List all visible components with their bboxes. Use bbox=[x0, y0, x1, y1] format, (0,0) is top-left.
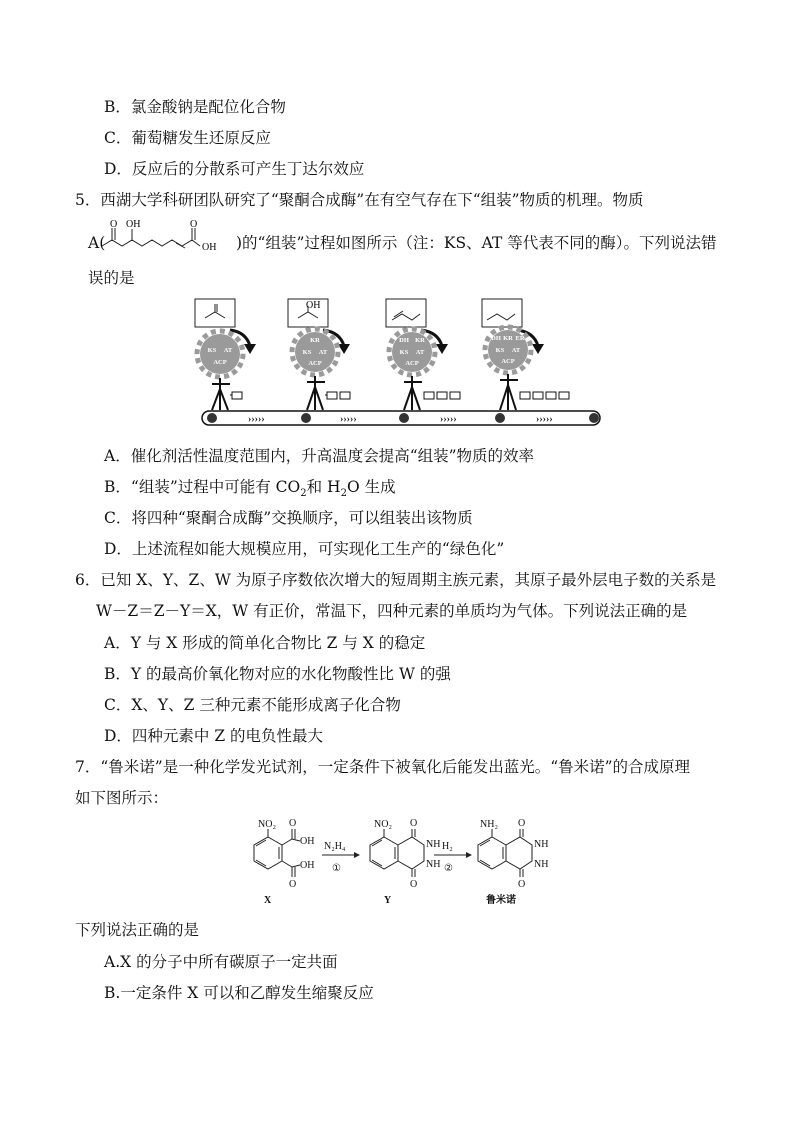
compound-luminol-label: 鲁米诺 bbox=[486, 895, 516, 906]
svg-text:›››››: ››››› bbox=[248, 414, 265, 425]
z-nh2b: NH bbox=[534, 859, 549, 870]
q7-option-a: A.X 的分子中所有碳原子一定共面 bbox=[104, 953, 338, 971]
e1-at: AT bbox=[223, 347, 233, 354]
x-o1: O bbox=[289, 818, 297, 829]
y-o2: O bbox=[410, 879, 418, 890]
luminol-synthesis-scheme bbox=[236, 815, 566, 907]
arrow2-reagent: H₂ bbox=[442, 841, 453, 852]
e4-ks: KS bbox=[495, 347, 505, 354]
q5-option-a: A．催化剂活性温度范围内，升高温度会提高“组装”物质的效率 bbox=[104, 447, 535, 465]
svg-text:›››››: ››››› bbox=[340, 414, 357, 425]
y-o1: O bbox=[410, 818, 418, 829]
molecule-oh-top: OH bbox=[126, 219, 141, 230]
q5-stem-a-prefix: A( bbox=[88, 234, 106, 252]
z-o1: O bbox=[518, 818, 526, 829]
molecule-a-structure bbox=[96, 216, 246, 260]
substrate-box-1 bbox=[195, 299, 235, 327]
molecule-oh-end: OH bbox=[202, 242, 217, 253]
q5-stem-line1: 5．西湖大学科研团队研究了“聚酮合成酶”在有空气存在下“组装”物质的机理。物质 bbox=[75, 191, 644, 209]
e3-ks: KS bbox=[399, 349, 409, 356]
q6-option-b: B．Y 的最高价氧化物对应的水化物酸性比 W 的强 bbox=[104, 665, 451, 683]
y-no2: NO₂ bbox=[374, 819, 392, 830]
y-nh2: NH bbox=[426, 859, 441, 870]
substrate-box-4 bbox=[482, 299, 522, 327]
arrow2-step: ② bbox=[444, 863, 453, 874]
q6-option-d: D．四种元素中 Z 的电负性最大 bbox=[104, 727, 324, 745]
e2-acp: ACP bbox=[308, 360, 322, 367]
x-o2: O bbox=[289, 879, 297, 890]
z-nh2: NH₂ bbox=[480, 819, 498, 830]
e2-kr: KR bbox=[310, 337, 320, 344]
e4-at: AT bbox=[511, 347, 521, 354]
q4-option-c: C．葡萄糖发生还原反应 bbox=[104, 129, 271, 147]
box2-oh-label: OH bbox=[306, 300, 321, 311]
e2-ks: KS bbox=[302, 349, 312, 356]
q4-option-b: B．氯金酸钠是配位化合物 bbox=[104, 98, 286, 116]
q5-option-c: C．将四种“聚酮合成酶”交换顺序，可以组装出该物质 bbox=[104, 509, 473, 527]
q6-stem-line1: 6．已知 X、Y、Z、W 为原子序数依次增大的短周期主族元素，其原子最外层电子数的关系是 bbox=[75, 571, 717, 589]
compound-y-label: Y bbox=[384, 895, 392, 906]
q7-option-b: B.一定条件 X 可以和乙醇发生缩聚反应 bbox=[104, 984, 374, 1002]
e3-kr: KR bbox=[415, 337, 425, 344]
e4-kr: KR bbox=[503, 335, 513, 342]
assembly-line-figure bbox=[190, 294, 610, 432]
z-nh1: NH bbox=[534, 839, 549, 850]
molecule-o2: O bbox=[190, 219, 198, 230]
substrate-box-3 bbox=[386, 299, 426, 327]
x-no2: NO₂ bbox=[258, 819, 276, 830]
q4-option-d: D．反应后的分散系可产生丁达尔效应 bbox=[104, 160, 365, 178]
q5-option-d: D．上述流程如能大规模应用，可实现化工生产的“绿色化” bbox=[104, 540, 505, 558]
q7-stem-line2: 如下图所示： bbox=[75, 789, 169, 807]
arrow1-reagent: N₂H₄ bbox=[324, 841, 346, 852]
y-nh1: NH bbox=[426, 839, 441, 850]
q7-prompt: 下列说法正确的是 bbox=[75, 921, 200, 939]
q6-stem-line2: W－Z＝Z－Y＝X，W 有正价，常温下，四种元素的单质均为气体。下列说法正确的是 bbox=[96, 602, 688, 620]
q5-stem-line2: )的“组装”过程如图所示（注：KS、AT 等代表不同的酶）。下列说法错 bbox=[236, 234, 717, 252]
z-o2: O bbox=[518, 879, 526, 890]
q6-option-c: C．X、Y、Z 三种元素不能形成离子化合物 bbox=[104, 696, 401, 714]
arrow1-step: ① bbox=[332, 863, 341, 874]
q5-stem-line3: 误的是 bbox=[88, 269, 135, 287]
e4-dh: DH bbox=[491, 335, 501, 342]
x-oh1: OH bbox=[300, 836, 315, 847]
q5-option-b: B．“组装”过程中可能有 $CO_2$和 $H_2O$ 生成 bbox=[104, 478, 396, 500]
e1-acp: ACP bbox=[213, 359, 227, 366]
e3-acp: ACP bbox=[405, 360, 419, 367]
x-oh2: OH bbox=[300, 860, 315, 871]
q7-stem-line1: 7．“鲁米诺”是一种化学发光试剂，一定条件下被氧化后能发出蓝光。“鲁米诺”的合成原理 bbox=[75, 758, 691, 776]
svg-text:›››››: ››››› bbox=[536, 414, 553, 425]
svg-text:›››››: ››››› bbox=[440, 414, 457, 425]
e4-acp: ACP bbox=[501, 358, 515, 365]
e3-at: AT bbox=[415, 349, 425, 356]
e4-er: ER bbox=[515, 335, 525, 342]
e2-at: AT bbox=[318, 349, 328, 356]
compound-x-label: X bbox=[264, 895, 272, 906]
q6-option-a: A．Y 与 X 形成的简单化合物比 Z 与 X 的稳定 bbox=[104, 634, 426, 652]
e1-ks: KS bbox=[207, 347, 217, 354]
e3-dh: DH bbox=[399, 337, 409, 344]
molecule-o1: O bbox=[110, 219, 118, 230]
